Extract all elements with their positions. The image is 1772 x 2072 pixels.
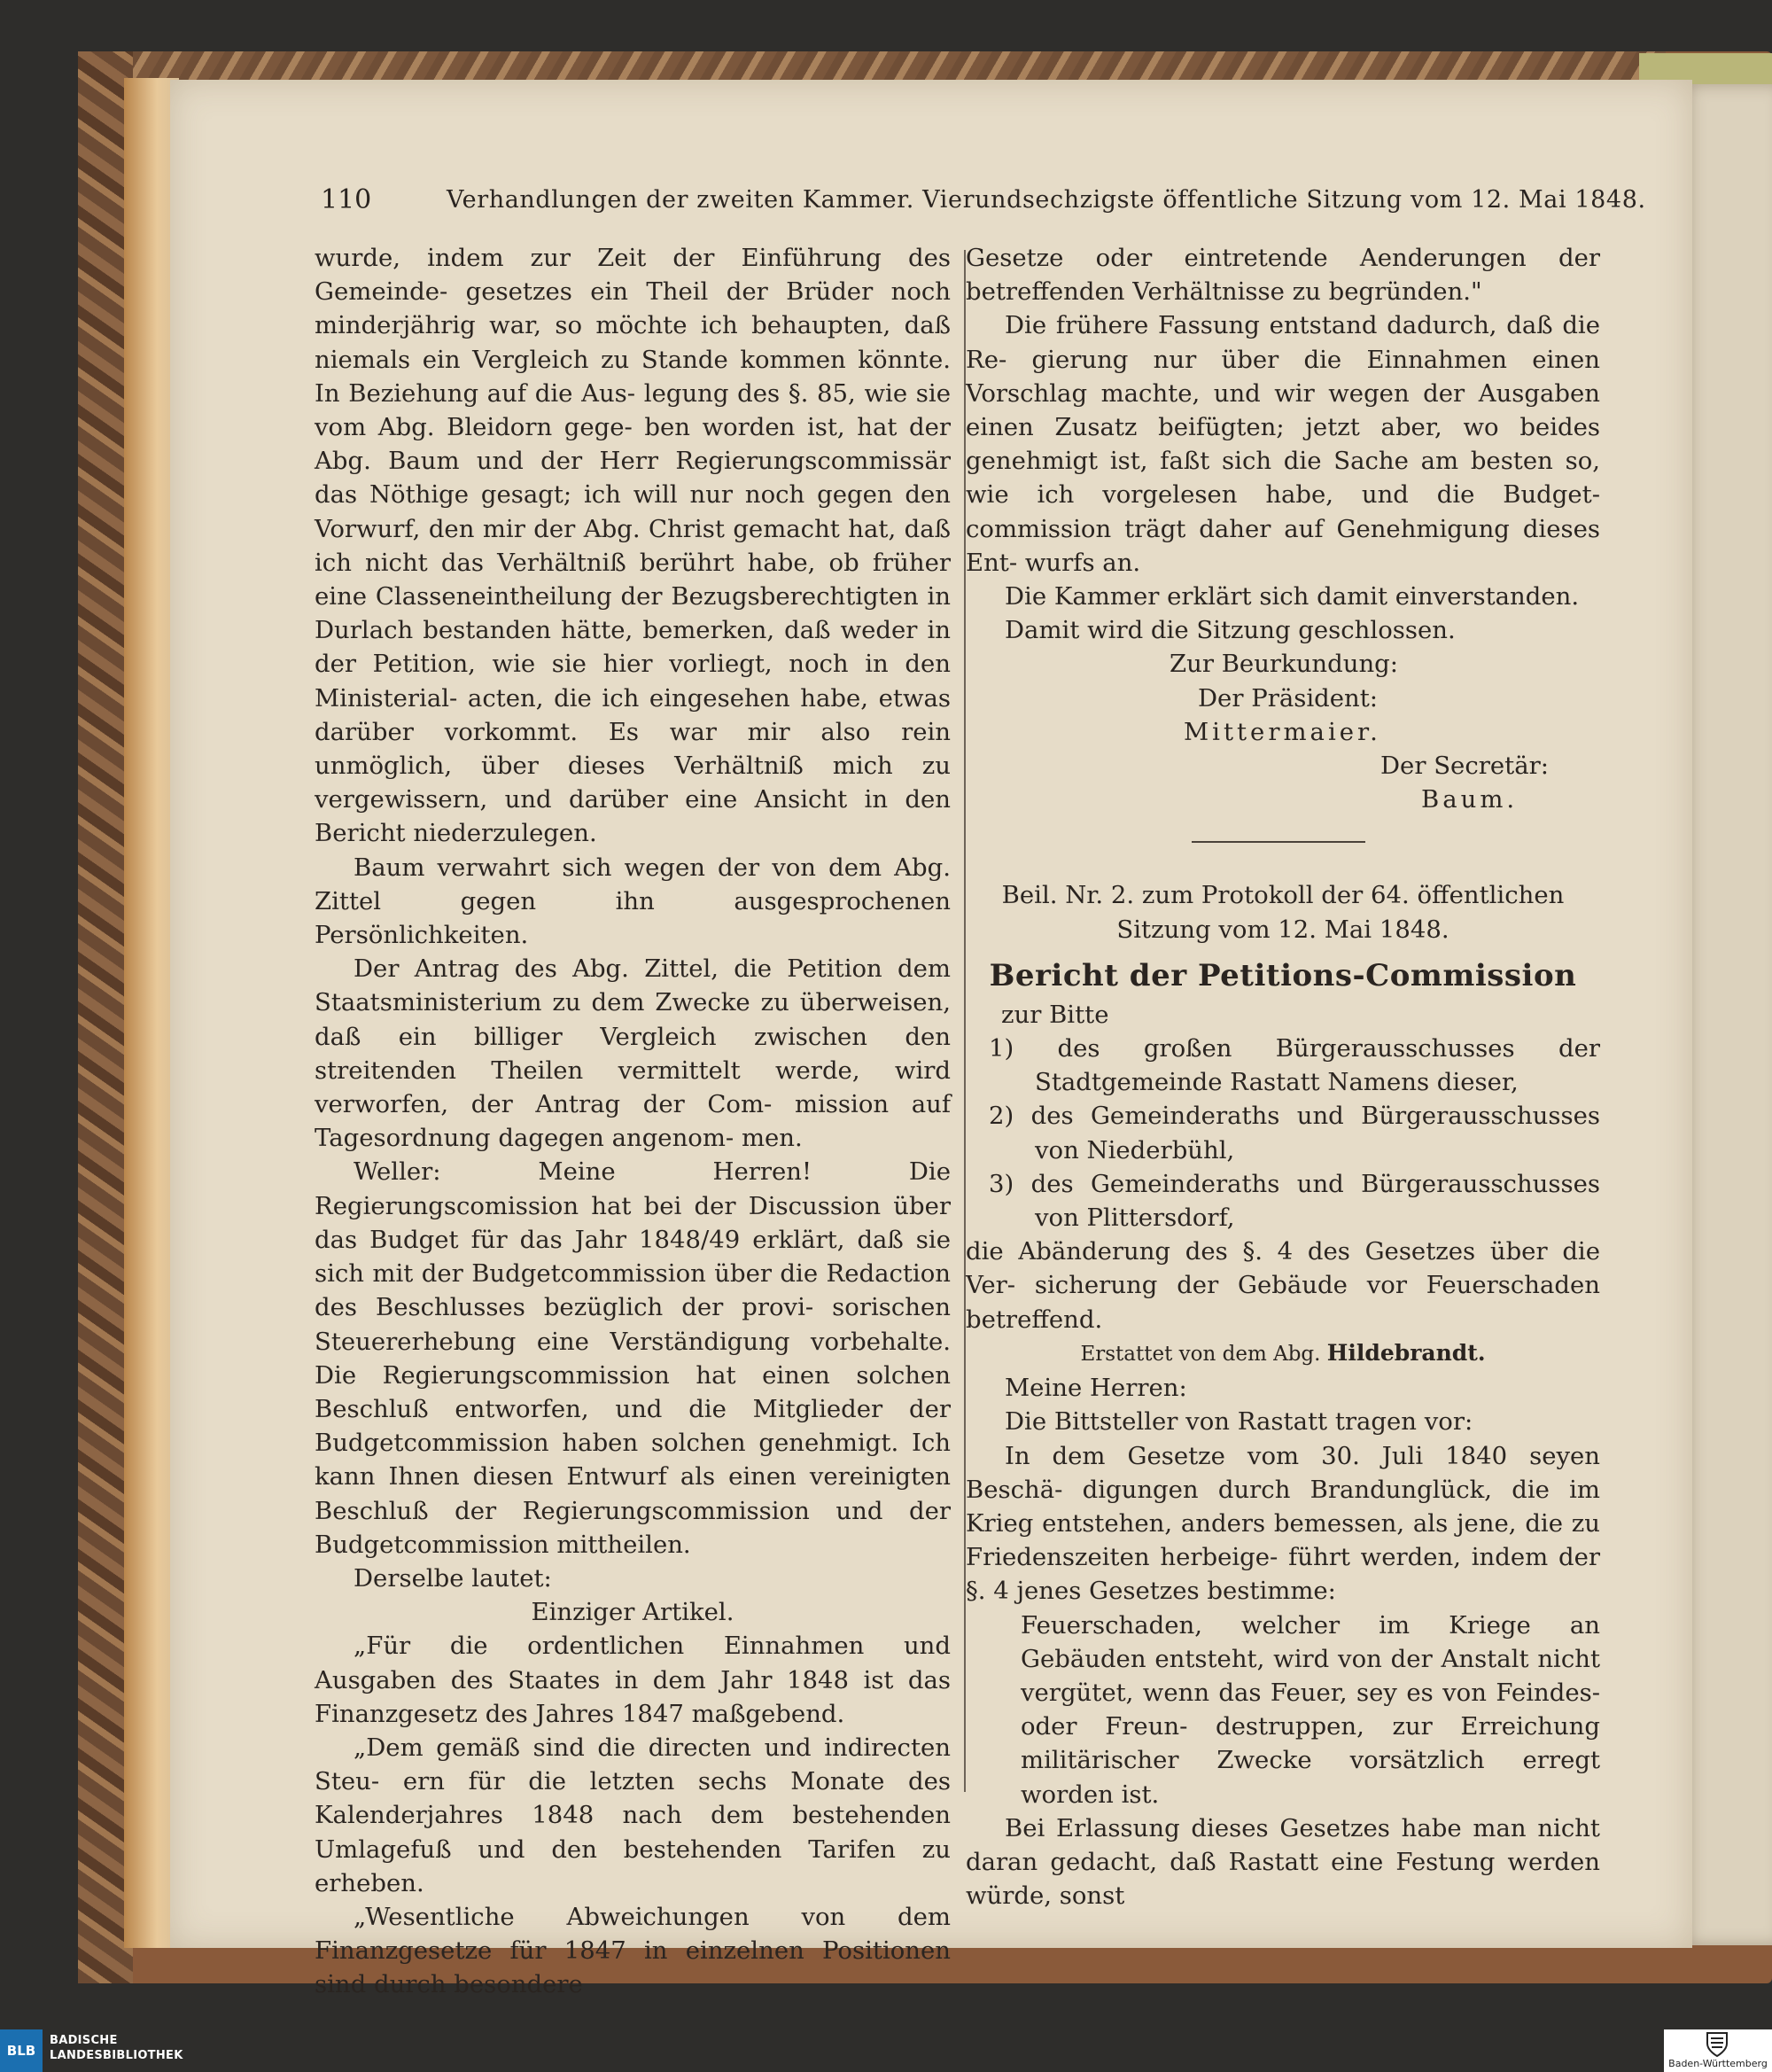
appendix-line: Beil. Nr. 2. zum Protokoll der 64. öffentlichen Sitzung vom 12. Mai 1848. (1001, 881, 1565, 944)
blb-logo[interactable]: BLB (0, 2029, 43, 2072)
coat-of-arms-icon (1705, 2031, 1729, 2058)
law-quote: Feuerschaden, welcher im Kriege an Gebäuden entsteht, wird von der Anstalt nicht vergütet, wenn das Feuer, sey es von Feindes- oder Freun- destruppen, zur Erreichung militärischer Zwecke vorsätzlich erregt worden ist. (1021, 1610, 1600, 1809)
author-name: Hildebrandt. (1326, 1339, 1486, 1366)
paragraph: Gesetze oder eintretende Aenderungen der betreffenden Verhältnisse zu begründen." (966, 244, 1600, 307)
paragraph: Weller: Meine Herren! Die Regierungscomission hat bei der Discussion über das Budget für das Jahr 1848/49 erklärt, daß sie sich mit der Budgetcommission über die Redaction des Beschlusses bezüglich der provi- sorischen Steuererhebung eine Verständigung vorbehalte. Die Regierungscommission hat einen solchen Beschluß entworfen, und die Mitglieder der Budgetcommission haben solchen genehmigt. Ich kann Ihnen diesen Entwurf als einen vereinigten Beschluß der Regierungscommission und der Budgetcommission mittheilen. (315, 1157, 951, 1559)
right-column (966, 241, 1600, 1912)
erstattet-line (966, 1336, 1600, 1371)
viewer-footer (0, 2029, 1772, 2072)
paragraph: Bei Erlassung dieses Gesetzes habe man nicht daran gedacht, daß Rastatt eine Festung werden würde, sonst (966, 1813, 1600, 1911)
list-item: 3) des Gemeinderaths und Bürgerausschusses von Plittersdorf, (989, 1169, 1600, 1233)
library-name[interactable] (50, 2033, 183, 2063)
president-title: Der Präsident: (1198, 683, 1379, 713)
secretary-name: Baum. (1421, 785, 1519, 814)
section-rule (1192, 841, 1365, 843)
paragraph: Die Kammer erklärt sich damit einverstanden. (1005, 582, 1580, 611)
paragraph: Die Bittsteller von Rastatt tragen vor: (1005, 1407, 1473, 1437)
facing-page-edge (1679, 84, 1772, 1945)
article-heading: Einziger Artikel. (531, 1598, 734, 1627)
subject-line: die Abänderung des §. 4 des Gesetzes über die Ver- sicherung der Gebäude vor Feuerschaden betreffend. (966, 1237, 1600, 1334)
paragraph: „Dem gemäß sind die directen und indirecten Steu- ern für die letzten sechs Monate des Kalenderjahres 1848 nach dem bestehenden Umlagefuß und den bestehenden Tarifen zu erheben. (315, 1733, 951, 1897)
page-header (321, 184, 1646, 220)
paragraph: „Wesentliche Abweichungen von dem Finanzgesetze für 1847 in einzelnen Positionen sind durch besondere (315, 1902, 951, 1999)
paragraph: wurde, indem zur Zeit der Einführung des Gemeinde- gesetzes ein Theil der Brüder noch minderjährig war, so möchte ich behaupten, daß niemals ein Vergleich zu Stande kommen könnte. In Beziehung auf die Aus- legung des §. 85, wie sie vom Abg. Bleidorn gege- ben worden ist, hat der Abg. Baum und der Herr Regierungscommissär das Nöthige gesagt; ich will nur noch gegen den Vorwurf, den mir der Abg. Christ gemacht hat, daß ich nicht das Verhältniß berührt habe, ob früher eine Classeneintheilung der Bezugsberechtigten in Durlach bestanden hätte, bemerken, daß weder in der Petition, wie sie hier vorliegt, noch in den Ministerial- acten, die ich eingesehen habe, etwas darüber vorkommt. Es war mir also rein unmöglich, über dieses Verhältniß mich zu vergewissern, und darüber eine Ansicht in den Bericht niederzulegen. (315, 244, 951, 848)
running-head: Verhandlungen der zweiten Kammer. Vierundsechzigste öffentliche Sitzung vom 12. Mai 1848. (447, 186, 1646, 214)
paragraph: Der Antrag des Abg. Zittel, die Petition dem Staatsministerium zu dem Zwecke zu überweisen, daß ein billiger Vergleich zwischen den streitenden Theilen vermittelt werde, wird verworfen, der Antrag der Com- mission auf Tagesordnung dagegen angenom- men. (315, 954, 951, 1153)
page-number: 110 (321, 184, 372, 215)
paragraph: In dem Gesetze vom 30. Juli 1840 seyen Beschä- digungen durch Brandunglück, die im Krieg entstehen, anders bemessen, als jene, die zu Friedenszeiten herbeige- führt werden, indem der §. 4 jenes Gesetzes bestimme: (966, 1441, 1600, 1606)
secretary-title: Der Secretär: (1380, 752, 1550, 781)
paragraph: Die frühere Fassung entstand dadurch, daß die Re- gierung nur über die Einnahmen einen Vorschlag machte, und wir wegen der Ausgaben einen Zusatz beifügten; jetzt aber, wo beides genehmigt ist, faßt sich die Sache am besten so, wie ich vorgelesen habe, und die Budget- commission trägt daher auf Genehmigung dieses Ent- wurfs an. (966, 311, 1600, 577)
bw-label: Baden-Württemberg (1668, 2058, 1768, 2069)
left-column (315, 241, 951, 2002)
library-name-line2: LANDESBIBLIOTHEK (50, 2049, 183, 2062)
president-name: Mittermaier. (1184, 717, 1381, 746)
paragraph: Derselbe lautet: (354, 1563, 552, 1593)
list-item: 1) des großen Bürgerausschusses der Stadtgemeinde Rastatt Namens dieser, (989, 1034, 1600, 1097)
signature-intro: Zur Beurkundung: (1170, 650, 1399, 679)
zur-bitte: zur Bitte (1001, 1000, 1109, 1029)
paragraph: Baum verwahrt sich wegen der von dem Abg. Zittel gegen ihn ausgesprochenen Persönlichkeiten. (315, 853, 951, 950)
paragraph: Damit wird die Sitzung geschlossen. (1005, 616, 1456, 645)
library-name-line1: BADISCHE (50, 2034, 118, 2047)
list-item: 2) des Gemeinderaths und Bürgerausschusses von Niederbühl, (989, 1102, 1600, 1165)
report-title: Bericht der Petitions-Commission (989, 957, 1577, 993)
paragraph: „Für die ordentlichen Einnahmen und Ausgaben des Staates in dem Jahr 1848 ist das Finanzgesetz des Jahres 1847 maßgebend. (315, 1632, 951, 1728)
salutation: Meine Herren: (1005, 1374, 1187, 1403)
erstattet-text: Erstattet von dem Abg. (1080, 1342, 1321, 1366)
